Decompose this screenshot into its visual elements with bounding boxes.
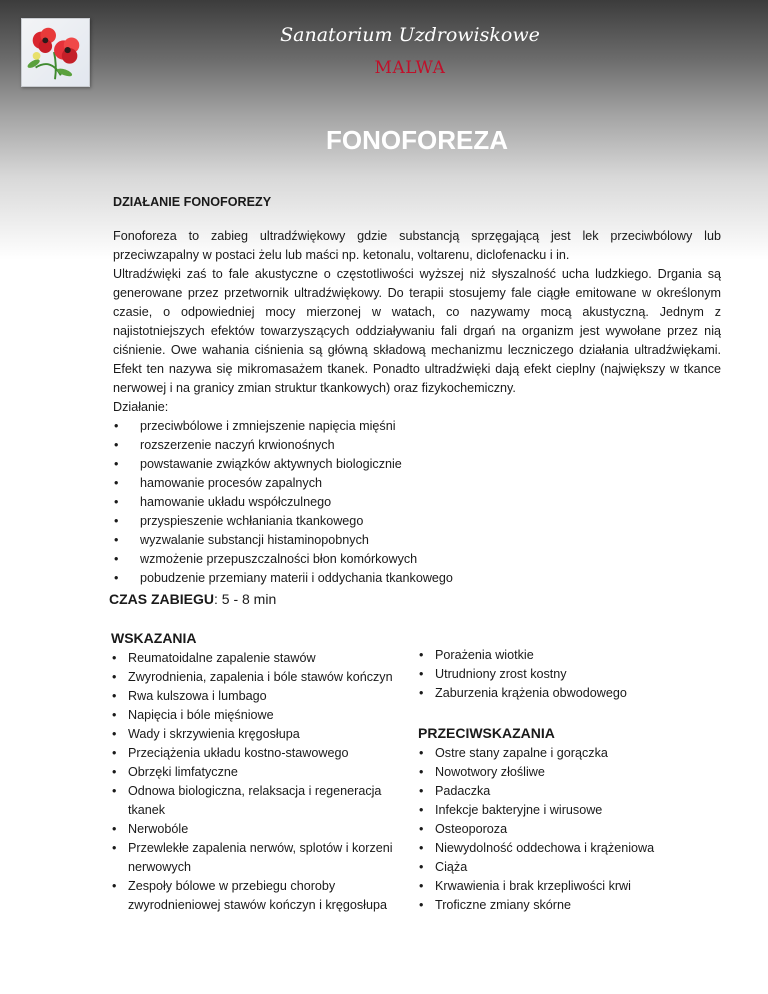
contraindications-heading: PRZECIWSKAZANIA <box>418 725 555 741</box>
duration-value: : 5 - 8 min <box>214 591 277 607</box>
list-item-text: przyspieszenie wchłaniania tkankowego <box>140 514 364 528</box>
bullet-icon: • <box>114 495 119 509</box>
brand-subname: MALWA <box>374 58 446 78</box>
list-item <box>418 858 698 877</box>
bullet-icon: • <box>112 765 117 779</box>
list-item-text: Ciąża <box>435 860 468 874</box>
bullet-icon: • <box>419 746 424 760</box>
list-item <box>111 706 401 725</box>
bullet-icon: • <box>419 841 424 855</box>
bullet-icon: • <box>114 476 119 490</box>
list-item-text: Reumatoidalne zapalenie stawów <box>128 651 316 665</box>
bullet-icon: • <box>112 670 117 684</box>
list-item-text: powstawanie związków aktywnych biologicznie <box>140 457 402 471</box>
list-item <box>418 646 698 665</box>
list-item-text: Troficzne zmiany skórne <box>435 898 572 912</box>
duration-label: CZAS ZABIEGU <box>109 591 214 607</box>
list-item <box>418 839 698 858</box>
treatment-duration <box>109 591 276 607</box>
list-item <box>111 687 401 706</box>
bullet-icon: • <box>419 879 424 893</box>
brand-name: Sanatorium Uzdrowiskowe <box>280 24 540 46</box>
list-item-text: hamowanie procesów zapalnych <box>140 476 323 490</box>
list-item-text: Zwyrodnienia, zapalenia i bóle stawów kończyn <box>128 670 393 684</box>
action-paragraph: Ultradźwięki zaś to fale akustyczne o częstotliwości wyższej niż słyszalność ucha ludzkiego. Drgania są generowane przez przetwornik ultradźwiękowy. Do terapii stosujemy fale ciągłe emitowane w określonym czasie, o odpowiedniej mocy mierzonej w watach, co nazywamy mocą akustyczną. Jednym z najistotniejszych efektów towarzyszących oddziaływaniu fali drgań na organizm jest wywołane przez nią ciśnienie. Owe wahania ciśnienia są główną składową mechanizmu leczniczego działania ultradźwiękami. Efekt ten nazywa się mikromasażem tkanek. Ponadto ultradźwięki dają efekt cieplny (największy w tkance nerwowej i na granicy zmian struktur tkankowych) oraz fizykochemiczny. <box>113 267 721 395</box>
list-item <box>418 877 698 896</box>
contraindications-list <box>418 744 698 915</box>
bullet-icon: • <box>114 514 119 528</box>
list-item <box>111 839 401 877</box>
list-item <box>113 436 721 455</box>
bullet-icon: • <box>419 803 424 817</box>
list-item <box>113 531 721 550</box>
list-item <box>111 763 401 782</box>
effects-list <box>113 417 721 588</box>
list-item <box>418 896 698 915</box>
list-item <box>113 417 721 436</box>
list-item-text: Infekcje bakteryjne i wirusowe <box>435 803 603 817</box>
bullet-icon: • <box>112 746 117 760</box>
list-item <box>111 725 401 744</box>
bullet-icon: • <box>114 457 119 471</box>
action-heading: DZIAŁANIE FONOFOREZY <box>113 195 272 209</box>
bullet-icon: • <box>114 438 119 452</box>
list-item-text: Porażenia wiotkie <box>435 648 534 662</box>
list-item <box>113 474 721 493</box>
bullet-icon: • <box>112 708 117 722</box>
list-item-text: Obrzęki limfatyczne <box>128 765 238 779</box>
bullet-icon: • <box>419 822 424 836</box>
list-item <box>418 744 698 763</box>
list-item-text: Niewydolność oddechowa i krążeniowa <box>435 841 655 855</box>
list-item-text: Przeciążenia układu kostno-stawowego <box>128 746 349 760</box>
indications-list-continued <box>418 646 698 703</box>
list-item-text: Nerwobóle <box>128 822 189 836</box>
list-item <box>111 744 401 763</box>
action-section <box>113 193 721 588</box>
list-item-text: Nowotwory złośliwe <box>435 765 545 779</box>
list-item <box>111 782 401 820</box>
list-item <box>418 763 698 782</box>
bullet-icon: • <box>114 552 119 566</box>
list-item <box>111 820 401 839</box>
list-item-text: wzmożenie przepuszczalności błon komórkowych <box>140 552 418 566</box>
bullet-icon: • <box>419 784 424 798</box>
list-item-text: Wady i skrzywienia kręgosłupa <box>128 727 300 741</box>
bullet-icon: • <box>419 686 424 700</box>
list-item-text: Odnowa biologiczna, relaksacja i regeneracja tkanek <box>128 784 382 817</box>
effects-label: Działanie: <box>113 400 169 414</box>
bullet-icon: • <box>112 651 117 665</box>
list-item-text: Rwa kulszowa i lumbago <box>128 689 267 703</box>
list-item <box>113 455 721 474</box>
list-item-text: rozszerzenie naczyń krwionośnych <box>140 438 335 452</box>
list-item-text: hamowanie układu współczulnego <box>140 495 332 509</box>
bullet-icon: • <box>112 727 117 741</box>
list-item <box>418 801 698 820</box>
list-item-text: Zaburzenia krążenia obwodowego <box>435 686 627 700</box>
list-item <box>418 665 698 684</box>
bullet-icon: • <box>419 765 424 779</box>
bullet-icon: • <box>114 419 119 433</box>
list-item <box>113 569 721 588</box>
bullet-icon: • <box>114 533 119 547</box>
bullet-icon: • <box>112 822 117 836</box>
list-item <box>418 684 698 703</box>
action-paragraph: Fonoforeza to zabieg ultradźwiękowy gdzie substancją sprzęgającą jest lek przeciwbólowy lub przeciwzapalny w postaci żelu lub maści np. ketonalu, voltarenu, diclofenacku i in. <box>113 229 721 262</box>
bullet-icon: • <box>112 784 117 798</box>
list-item <box>111 668 401 687</box>
indications-section <box>111 628 401 915</box>
list-item <box>418 782 698 801</box>
list-item <box>111 877 401 915</box>
bullet-icon: • <box>112 879 117 893</box>
list-item <box>113 550 721 569</box>
page-title: FONOFOREZA <box>326 125 508 155</box>
bullet-icon: • <box>419 648 424 662</box>
list-item-text: Krwawienia i brak krzepliwości krwi <box>435 879 631 893</box>
list-item <box>418 820 698 839</box>
list-item-text: Zespoły bólowe w przebiegu choroby zwyrodnieniowej stawów kończyn i kręgosłupa <box>128 879 387 912</box>
list-item-text: pobudzenie przemiany materii i oddychania tkankowego <box>140 571 453 585</box>
list-item-text: Napięcia i bóle mięśniowe <box>128 708 274 722</box>
list-item-text: wyzwalanie substancji histaminopobnych <box>140 533 369 547</box>
list-item <box>111 649 401 668</box>
bullet-icon: • <box>112 841 117 855</box>
list-item-text: Ostre stany zapalne i gorączka <box>435 746 608 760</box>
bullet-icon: • <box>114 571 119 585</box>
list-item-text: Padaczka <box>435 784 491 798</box>
bullet-icon: • <box>419 667 424 681</box>
list-item-text: Utrudniony zrost kostny <box>435 667 567 681</box>
list-item <box>113 493 721 512</box>
list-item <box>113 512 721 531</box>
list-item-text: Przewlekłe zapalenia nerwów, splotów i korzeni nerwowych <box>128 841 393 874</box>
indications-heading: WSKAZANIA <box>111 630 197 646</box>
list-item-text: Osteoporoza <box>435 822 508 836</box>
bullet-icon: • <box>419 860 424 874</box>
right-column <box>418 646 698 915</box>
indications-list <box>111 649 401 915</box>
list-item-text: przeciwbólowe i zmniejszenie napięcia mięśni <box>140 419 396 433</box>
bullet-icon: • <box>112 689 117 703</box>
bullet-icon: • <box>419 898 424 912</box>
